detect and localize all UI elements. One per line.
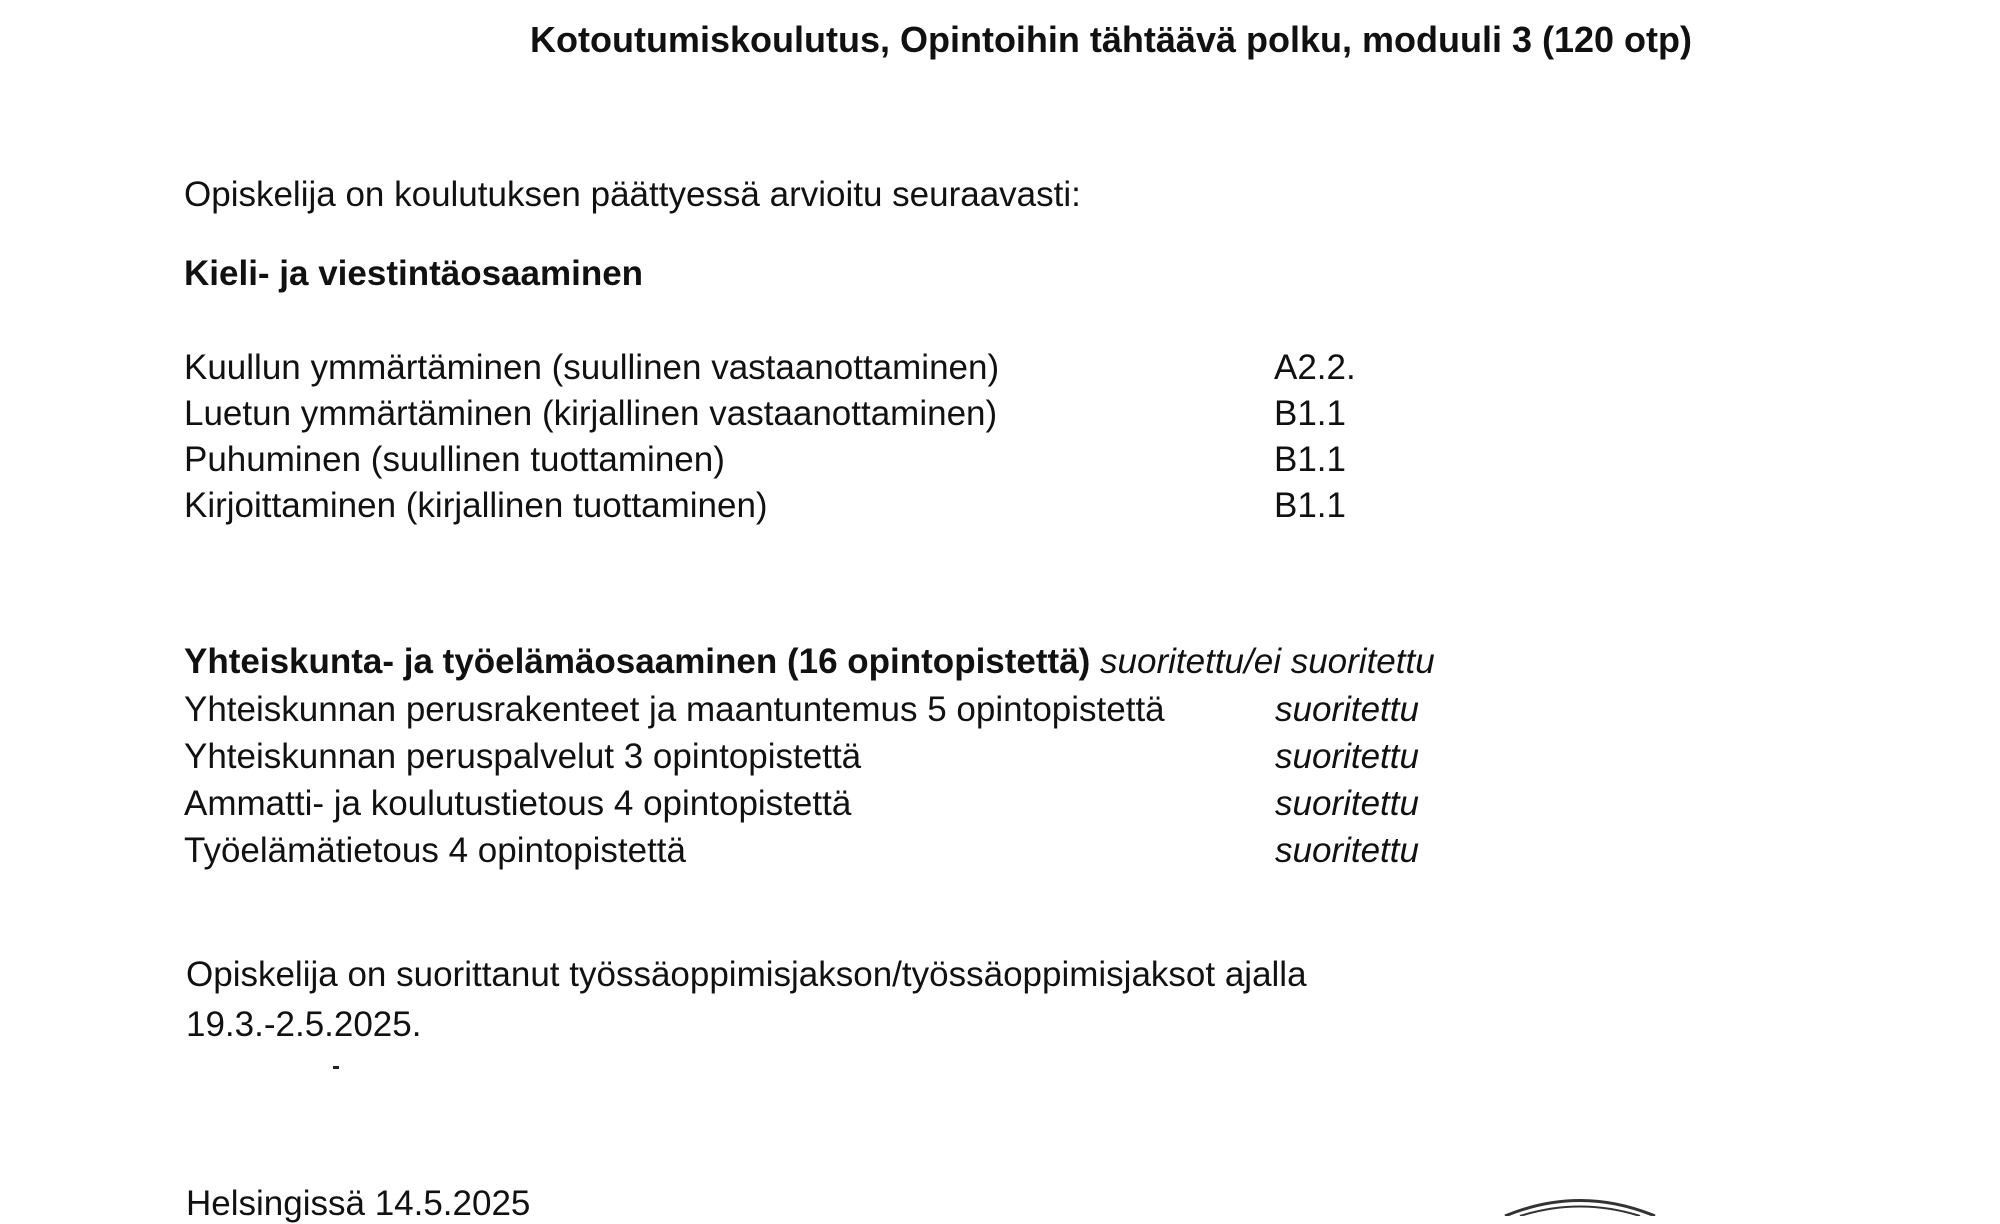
work-practice-text: Opiskelija on suorittanut työssäoppimisjakson/työssäoppimisjaksot ajalla 19.3.-2.5.2025. [186, 955, 1307, 1044]
course-name: Ammatti- ja koulutustietous 4 opintopistettä [184, 784, 852, 823]
course-result: suoritettu [1275, 784, 1419, 823]
status-legend: suoritettu/ei suoritettu [1100, 642, 1435, 681]
skill-level: B1.1 [1274, 440, 1346, 479]
place-date: Helsingissä 14.5.2025 [186, 1184, 531, 1223]
course-result: suoritettu [1275, 690, 1419, 729]
skill-name: Puhuminen (suullinen tuottaminen) [184, 440, 725, 479]
language-section-heading: Kieli- ja viestintäosaaminen [184, 254, 644, 293]
skill-level: B1.1 [1274, 394, 1346, 433]
skill-level: B1.1 [1274, 486, 1346, 525]
document-title: Kotoutumiskoulutus, Opintoihin tähtäävä polku, moduuli 3 (120 otp) [530, 19, 1693, 60]
skill-level: A2.2. [1274, 348, 1356, 387]
stamp-seal-icon [1500, 1195, 1660, 1216]
skill-name: Kuullun ymmärtäminen (suullinen vastaanottaminen) [184, 348, 1000, 387]
course-result: suoritettu [1275, 737, 1419, 776]
course-name: Yhteiskunnan peruspalvelut 3 opintopistettä [184, 737, 862, 776]
course-name: Työelämätietous 4 opintopistettä [184, 831, 686, 870]
intro-text: Opiskelija on koulutuksen päättyessä arvioitu seuraavasti: [184, 175, 1081, 214]
stray-mark [333, 1066, 339, 1069]
course-name: Yhteiskunnan perusrakenteet ja maantuntemus 5 opintopistettä [184, 690, 1165, 729]
society-section-title: Yhteiskunta- ja työelämäosaaminen (16 opintopistettä) [184, 642, 1091, 681]
society-section-heading [184, 642, 1435, 682]
course-result: suoritettu [1275, 831, 1419, 870]
skill-name: Luetun ymmärtäminen (kirjallinen vastaanottaminen) [184, 394, 998, 433]
skill-name: Kirjoittaminen (kirjallinen tuottaminen) [184, 486, 768, 525]
